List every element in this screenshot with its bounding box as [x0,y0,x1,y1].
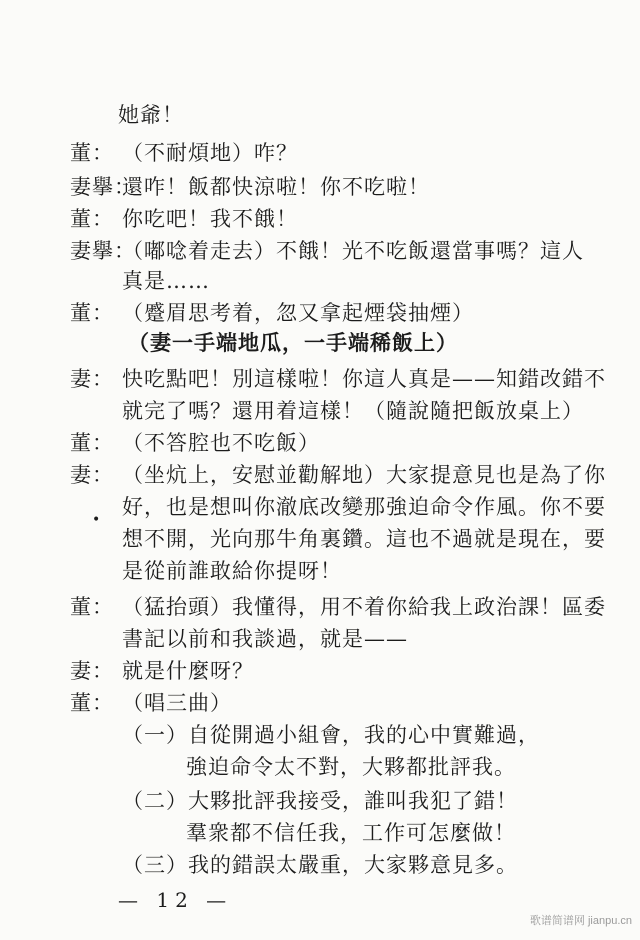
song-verse-continuation: 羣衆都不信任我，工作可怎麼做！ [186,821,516,845]
script-line: 妻： 快吃點吧！別這樣啦！你這人真是——知錯改錯不 [70,364,606,394]
speaker-label: 董： [70,301,114,325]
page-number: — 12 — [118,888,233,912]
script-line: 董： （不耐煩地）咋？ [70,138,298,168]
speaker-label: 妻： [70,463,114,487]
speaker-label: 妻： [70,367,114,391]
speaker-label: 妻擧： [70,239,136,263]
script-line: 董： （蹙眉思考着，忽又拿起煙袋抽煙） [70,298,474,328]
site-watermark: 歌谱简谱网 jianpu.cn [529,915,632,927]
script-line-continuation: 真是…… [122,269,210,293]
script-line-continuation: 就完了嗎？還用着這樣！（隨說隨把飯放桌上） [122,399,584,423]
song-verse: （三）我的錯誤太嚴重，大家夥意見多。 [122,853,518,877]
speaker-label: 董： [70,595,114,619]
speaker-label: 妻： [70,659,114,683]
song-verse: （一）自從開過小組會，我的心中實難過， [122,723,540,747]
script-line: 妻擧：（嘟唸着走去）不餓！光不吃飯還當事嗎？這人 [70,236,584,266]
stage-direction: （妻一手端地瓜，一手端稀飯上） [128,330,458,355]
script-line: 董： （唱三曲） [70,688,232,718]
song-verse: （二）大夥批評我接受，誰叫我犯了錯！ [122,789,518,813]
script-line-continuation: 書記以前和我談過，就是—— [122,627,408,651]
script-line: 妻： 就是什麼呀？ [70,656,254,686]
script-line: 她爺！ [118,103,184,127]
song-verse-continuation: 強迫命令太不對，大夥都批評我。 [186,755,516,779]
speaker-label: 董： [70,431,114,455]
script-line: 董： （不答腔也不吃飯） [70,428,320,458]
speaker-label: 董： [70,691,114,715]
script-line-continuation: 是從前誰敢給你提呀！ [122,559,342,583]
speaker-label: 董： [70,141,114,165]
ink-dot: • [92,512,101,528]
speaker-label: 董： [70,207,114,231]
script-line-continuation: 想不開，光向那牛角裏鑽。這也不過就是現在，要 [122,527,606,551]
script-line: 董： 你吃吧！我不餓！ [70,204,298,234]
speaker-label: 妻擧： [70,175,136,199]
script-line: 妻擧：還咋！飯都快涼啦！你不吃啦！ [70,172,430,202]
script-line: 妻： （坐炕上，安慰並勸解地）大家提意見也是為了你 [70,460,606,490]
script-line: 董： （猛抬頭）我懂得，用不着你給我上政治課！區委 [70,592,606,622]
script-line-continuation: 好，也是想叫你澈底改變那強迫命令作風。你不要 [122,495,606,519]
